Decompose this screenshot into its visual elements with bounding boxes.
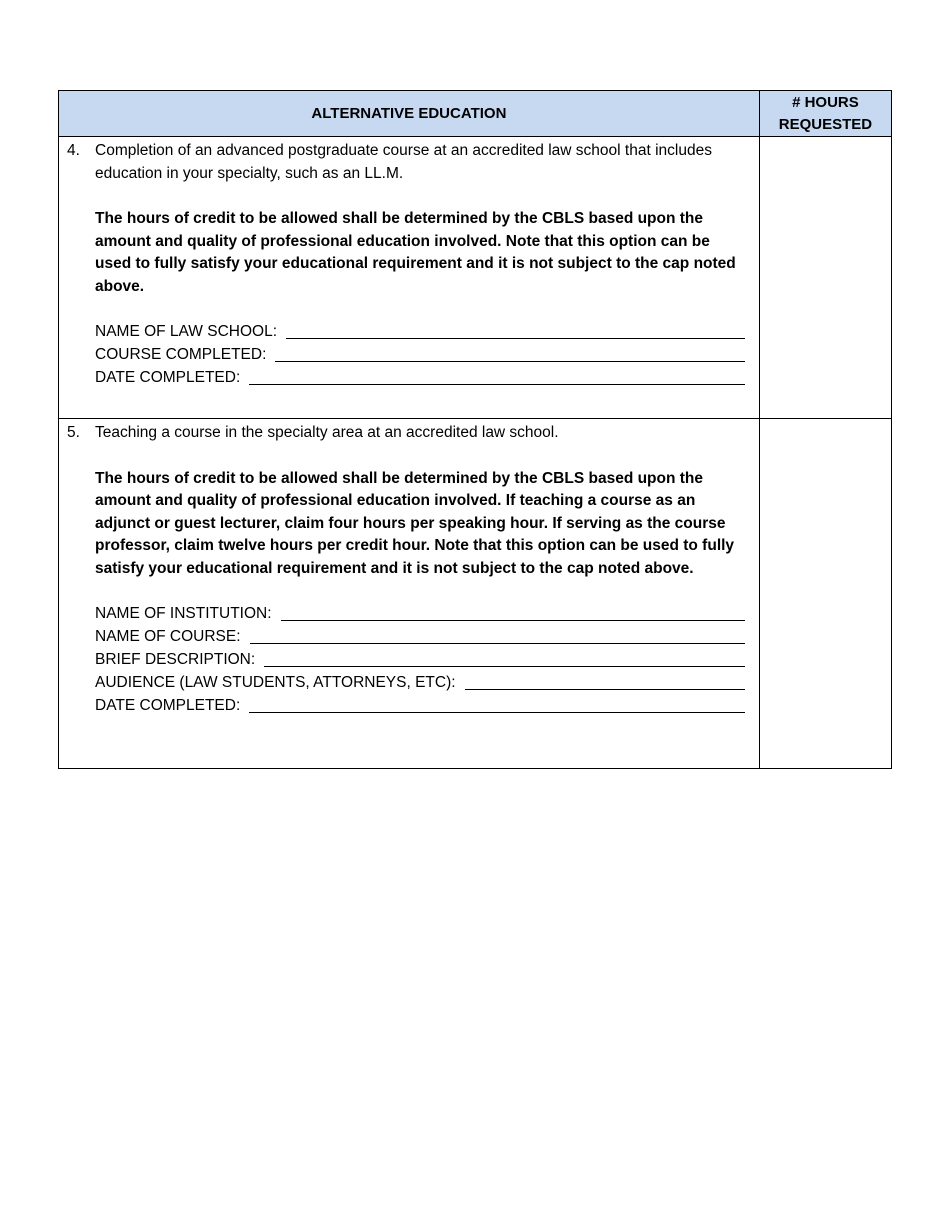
course-completed-input[interactable] bbox=[275, 343, 744, 362]
institution-input[interactable] bbox=[281, 602, 745, 621]
section-4-hours-input[interactable] bbox=[760, 137, 895, 413]
audience-field-row bbox=[95, 671, 745, 694]
header-alternative-education bbox=[59, 91, 760, 137]
brief-description-input[interactable] bbox=[264, 648, 745, 667]
law-school-label: NAME OF LAW SCHOOL: bbox=[95, 322, 278, 340]
section-5-number: 5. bbox=[67, 424, 80, 441]
section-5-note: The hours of credit to be allowed shall be determined by the CBLS based upon the amount and quality of professional education involved. If teaching a course as an adjunct or guest lecturer, claim four hours per speaking hour. If serving as the course professor, claim twelve hours per credit hour. Note that this option can be used to fully satisfy your educational requirement and it is not subject to the cap noted above. bbox=[95, 469, 735, 577]
table-header-row bbox=[59, 91, 892, 137]
alternative-education-table bbox=[58, 90, 892, 769]
date-completed-5-field-row bbox=[95, 694, 745, 717]
section-5-cell bbox=[59, 419, 760, 769]
course-name-input[interactable] bbox=[250, 625, 745, 644]
header-hours-line1: # HOURS bbox=[792, 93, 859, 111]
date-completed-5-label: DATE COMPLETED: bbox=[95, 696, 241, 714]
law-school-input[interactable] bbox=[286, 320, 745, 339]
section-4-hours-cell[interactable] bbox=[759, 137, 891, 419]
date-completed-4-label: DATE COMPLETED: bbox=[95, 368, 241, 386]
section-5-description: Teaching a course in the specialty area at an accredited law school. bbox=[95, 424, 559, 441]
course-name-label: NAME OF COURSE: bbox=[95, 627, 241, 645]
brief-description-label: BRIEF DESCRIPTION: bbox=[95, 650, 256, 668]
section-4-item bbox=[67, 140, 745, 389]
section-5-item bbox=[67, 422, 745, 717]
section-4-description: Completion of an advanced postgraduate course at an accredited law school that includes education in your specialty, such as an LL.M. bbox=[95, 142, 712, 182]
course-completed-label: COURSE COMPLETED: bbox=[95, 345, 267, 363]
section-5-hours-input[interactable] bbox=[760, 419, 895, 763]
table-row-section-5 bbox=[59, 419, 892, 769]
table-row-section-4 bbox=[59, 137, 892, 419]
header-hours-requested bbox=[759, 91, 891, 137]
audience-label: AUDIENCE (LAW STUDENTS, ATTORNEYS, ETC): bbox=[95, 673, 456, 691]
course-name-field-row bbox=[95, 625, 745, 648]
date-completed-5-input[interactable] bbox=[249, 694, 745, 713]
date-completed-4-field-row bbox=[95, 366, 745, 389]
section-4-fields bbox=[95, 320, 745, 389]
section-5-fields bbox=[95, 602, 745, 717]
audience-input[interactable] bbox=[465, 671, 745, 690]
date-completed-4-input[interactable] bbox=[249, 366, 745, 385]
law-school-field-row bbox=[95, 320, 745, 343]
institution-field-row bbox=[95, 602, 745, 625]
section-4-note: The hours of credit to be allowed shall be determined by the CBLS based upon the amount and quality of professional education involved. Note that this option can be used to fully satisfy your educational requirement and it is not subject to the cap noted above. bbox=[95, 210, 736, 295]
brief-description-field-row bbox=[95, 648, 745, 671]
section-4-number: 4. bbox=[67, 142, 80, 159]
section-5-hours-cell[interactable] bbox=[759, 419, 891, 769]
course-completed-field-row bbox=[95, 343, 745, 366]
header-title: ALTERNATIVE EDUCATION bbox=[311, 104, 507, 122]
institution-label: NAME OF INSTITUTION: bbox=[95, 604, 272, 622]
section-4-cell bbox=[59, 137, 760, 419]
header-hours-line2: REQUESTED bbox=[778, 115, 873, 133]
